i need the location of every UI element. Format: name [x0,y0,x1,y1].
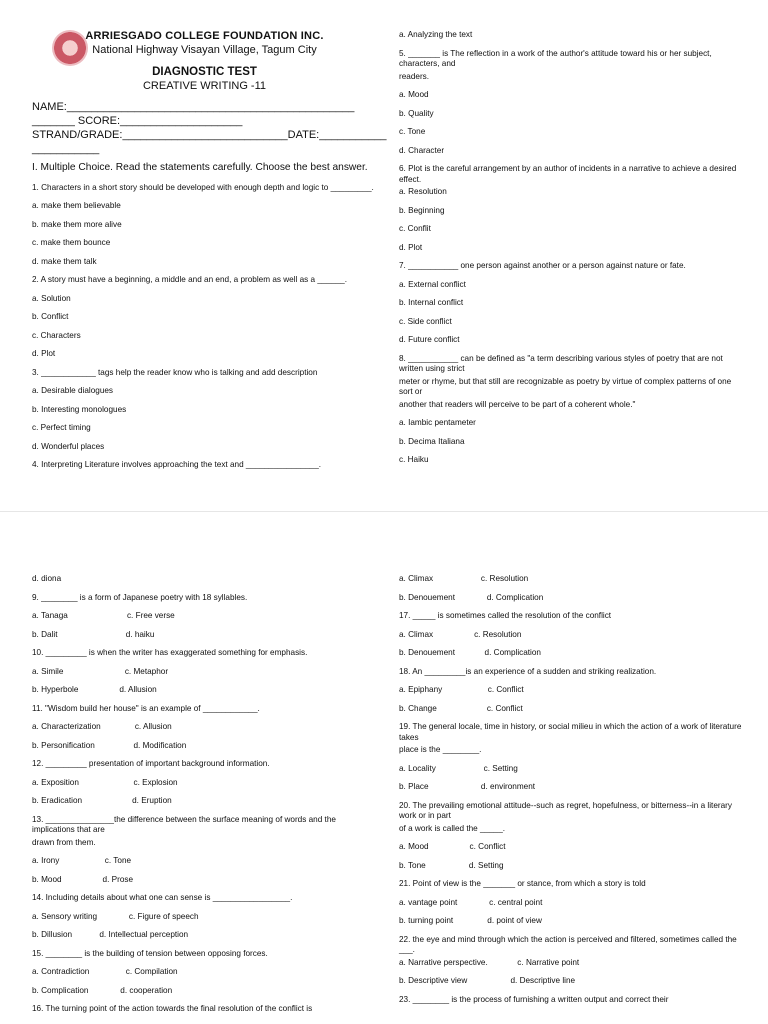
question-line: b. turning point d. point of view [399,916,542,925]
question-line: 3. ____________ tags help the reader know who is talking and add description [32,367,318,377]
question-line: a. Iambic pentameter [399,418,476,427]
question-line: b. Descriptive view d. Descriptive line [399,976,576,985]
question-line: 21. Point of view is the _______ or stance, from which a story is told [399,879,646,888]
question-line: a. vantage point c. central point [399,897,543,907]
test-title: DIAGNOSTIC TEST [152,66,257,78]
question-line: 14. Including details about what one can sense is _________________. [32,893,293,902]
question-line: I. Multiple Choice. Read the statements carefully. Choose the best answer. [32,162,368,173]
question-line: 12. _________ presentation of important background information. [32,759,270,768]
question-line: b. Change c. Conflict [399,703,523,713]
question-line: b. Place d. environment [399,782,536,791]
question-line: d. Future conflict [399,335,460,344]
question-line: b. Dillusion d. Intellectual perception [32,930,189,939]
question-line: b. Denouement d. Complication [399,592,544,602]
question-line: c. Conflit [399,224,431,233]
question-line: c. Side conflict [399,316,452,326]
question-line: 9. ________ is a form of Japanese poetry with 18 syllables. [32,592,248,602]
question-line: b. Mood d. Prose [32,874,134,884]
question-line: 10. _________ is when the writer has exaggerated something for emphasis. [32,648,308,657]
question-line: 19. The general locale, time in history, or social milieu in which the action of a work of literature takes [399,722,744,742]
question-line: 7. ___________ one person against another or a person against nature or fate. [399,261,686,270]
question-line: 20. The prevailing emotional attitude--such as regret, hopefulness, or bitterness--in a literary work or in part [399,800,735,820]
question-line: b. Hyperbole d. Allusion [32,685,157,694]
question-line: 6. Plot is the careful arrangement by an author of incidents in a narrative to achieve a desired effect. [399,164,739,184]
question-line: a. make them believable [32,201,121,210]
question-line: d. make them talk [32,256,97,266]
question-line: b. Eradication d. Eruption [32,796,172,805]
question-line: b. Beginning [399,205,445,215]
question-line: a. Desirable dialogues [32,386,114,395]
question-line: a. Climax c. Resolution [399,574,529,583]
question-line: d. diona [32,574,62,583]
student-info-fields [32,100,387,156]
question-line: 2. A story must have a beginning, a middle and an end, a problem as well as a ______. [32,275,347,284]
school-address: National Highway Visayan Village, Tagum City [92,44,317,56]
question-line: another that readers will perceive to be part of a coherent whole." [399,399,636,409]
question-line: c. Characters [32,330,81,340]
question-line: c. Perfect timing [32,423,91,432]
question-line: a. Exposition c. Explosion [32,777,178,787]
question-line: 5. _______ is The reflection in a work of the author's attitude toward his or her subject, characters, and [399,48,714,68]
question-line: a. Irony c. Tone [32,856,132,865]
question-line: a. Narrative perspective. c. Narrative point [399,957,580,967]
question-line: b. Decima Italiana [399,436,465,446]
question-line: a. Characterization c. Allusion [32,722,172,731]
question-line: b. Denouement d. Complication [399,648,541,657]
page2-right-column [399,574,744,1013]
question-line: place is the ________. [399,745,482,754]
question-line: 22. the eye and mind through which the action is perceived and filtered, sometimes called the ___. [399,934,739,954]
document-page-2 [0,512,768,1024]
name-field-line: NAME:_______________________________________________ [32,101,355,113]
question-line: a. Locality c. Setting [399,763,518,773]
page1-right-column [399,30,744,474]
page2-left-column [32,574,377,1023]
question-line: a. Mood [399,90,429,99]
question-line: c. Haiku [399,455,429,464]
question-line: a. Analyzing the text [399,30,473,39]
question-line: d. Wonderful places [32,441,105,451]
question-line: c. Tone [399,127,426,136]
question-line: b. Tone d. Setting [399,860,504,870]
question-line: 13. _______________the difference between the surface meaning of words and the implications that are [32,814,339,834]
question-line: b. Conflict [32,312,69,321]
continuation-line: ___________ [32,143,100,155]
question-line: of a work is called the _____. [399,823,506,833]
question-line: b. make them more alive [32,219,122,229]
question-line: 23. ________ is the process of furnishing a written output and correct their [399,994,669,1004]
question-line: a. Solution [32,293,71,303]
question-line: a. Resolution [399,187,447,196]
question-line: 1. Characters in a short story should be developed with enough depth and logic to _________. [32,182,374,192]
question-line: 11. "Wisdom build her house" is an example of ____________. [32,703,260,713]
question-line: 17. _____ is sometimes called the resolution of the conflict [399,611,612,620]
question-line: 15. ________ is the building of tension between opposing forces. [32,948,268,958]
school-name: ARRIESGADO COLLEGE FOUNDATION INC. [85,30,324,42]
question-line: a. Simile c. Metaphor [32,666,169,676]
page1-left-column [32,162,377,479]
question-line: 8. ___________ can be defined as "a term describing various styles of poetry that are not written using strict [399,353,726,373]
question-line: a. Mood c. Conflict [399,842,506,851]
question-line: a. External conflict [399,279,466,289]
question-line: drawn from them. [32,837,96,847]
question-line: d. Plot [32,349,56,358]
question-line: a. Tanaga c. Free verse [32,611,175,620]
question-line: b. Internal conflict [399,298,464,307]
question-line: readers. [399,71,430,81]
question-line: c. make them bounce [32,238,111,247]
question-line: a. Contradiction c. Compilation [32,967,178,976]
question-line: b. Dalit d. haiku [32,629,155,639]
question-line: b. Complication d. cooperation [32,985,173,995]
question-line: 4. Interpreting Literature involves approaching the text and ________________. [32,460,322,469]
question-line: d. Character [399,145,445,155]
test-subtitle: CREATIVE WRITING -11 [142,80,267,92]
question-line: d. Plot [399,242,423,252]
question-line: b. Quality [399,108,434,118]
question-line: a. Sensory writing c. Figure of speech [32,911,199,921]
question-line: b. Personification d. Modification [32,740,187,750]
question-line: 18. An _________is an experience of a sudden and striking realization. [399,666,657,676]
score-field-line: _______ SCORE:____________________ [32,115,243,127]
question-line: a. Epiphany c. Conflict [399,685,524,694]
question-line: a. Climax c. Resolution [399,629,522,639]
question-line: b. Interesting monologues [32,404,127,414]
question-line: meter or rhyme, but that still are recognizable as poetry by virtue of complex patterns of one sort or [399,376,734,396]
strand-date-field-line: STRAND/GRADE:___________________________DATE:___________ [32,129,387,141]
question-line: 16. The turning point of the action towards the final resolution of the conflict is [32,1004,313,1013]
